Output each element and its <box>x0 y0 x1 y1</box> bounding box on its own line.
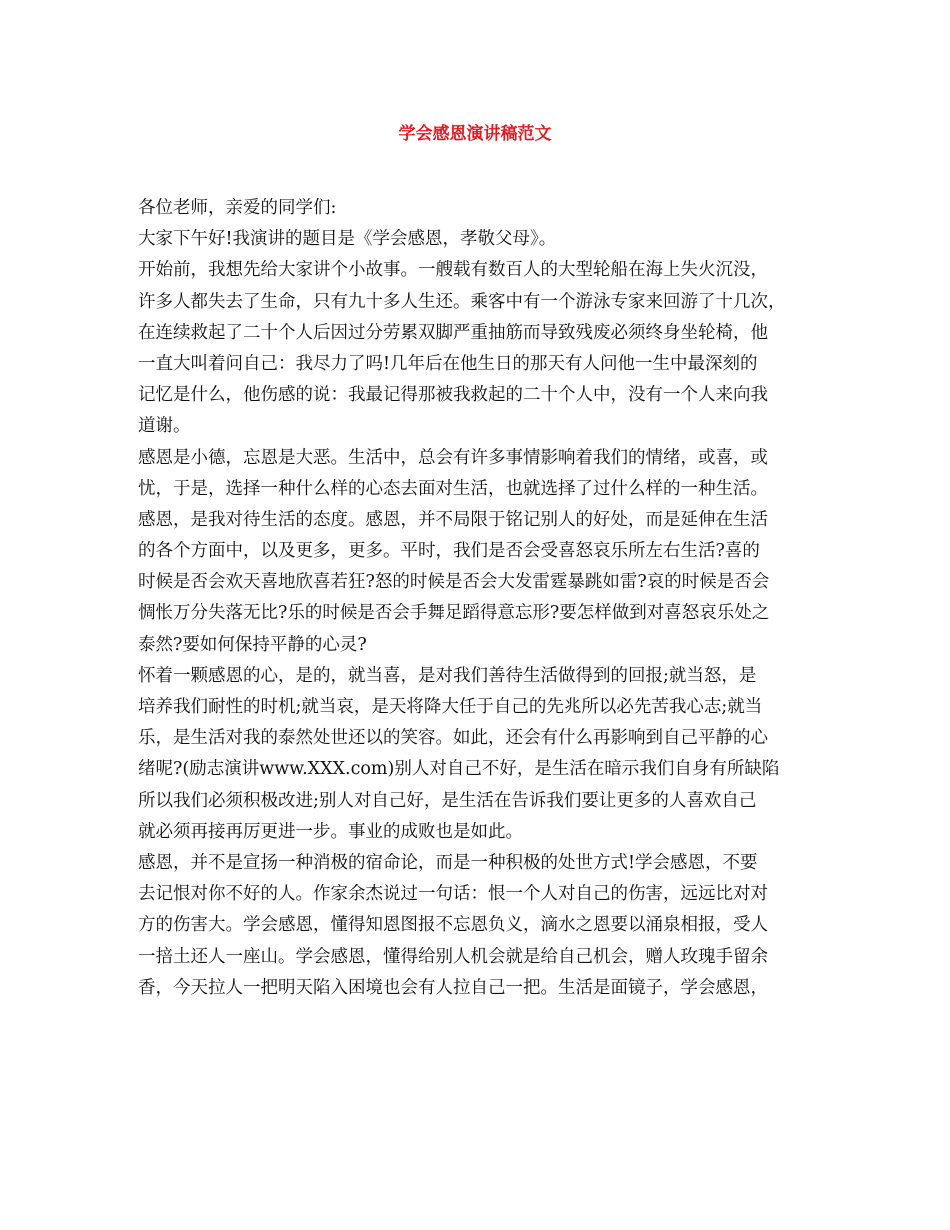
body-text-line: 的各个方面中，以及更多，更多。平时，我们是否会受喜怒哀乐所左右生活?喜的 <box>138 541 760 562</box>
body-text-line: 方的伤害大。学会感恩，懂得知恩图报不忘恩负义，滴水之恩要以涌泉相报，受人 <box>138 915 768 936</box>
body-text-line: 感恩是小德，忘恩是大恶。生活中，总会有许多事情影响着我们的情绪，或喜，或 <box>138 447 768 468</box>
body-text-line: 香，今天拉人一把明天陷入困境也会有人拉自己一把。生活是面镜子，学会感恩， <box>138 977 768 998</box>
body-text-line: 在连续救起了二十个人后因过分劳累双脚严重抽筋而导致残废必须终身坐轮椅，他 <box>138 322 768 343</box>
body-text-line: 所以我们必须积极改进;别人对自己好，是生活在告诉我们要让更多的人喜欢自己 <box>138 790 757 811</box>
body-text-line: 忧，于是，选择一种什么样的心态去面对生活，也就选择了过什么样的一种生活。 <box>138 478 768 499</box>
body-text-line: 绪呢?(励志演讲www.XXX.com)别人对自己不好，是生活在暗示我们自身有所缺陷 <box>138 759 780 780</box>
body-text-line: 泰然?要如何保持平静的心灵? <box>138 634 367 655</box>
body-text-line: 乐，是生活对我的泰然处世还以的笑容。如此，还会有什么再影响到自己平静的心 <box>138 728 768 749</box>
body-text-line: 惆怅万分失落无比?乐的时候是否会手舞足蹈得意忘形?要怎样做到对喜怒哀乐处之 <box>138 603 770 624</box>
body-text-line: 感恩，并不是宣扬一种消极的宿命论，而是一种积极的处世方式!学会感恩，不要 <box>138 852 758 873</box>
body-text-line: 一直大叫着问自己：我尽力了吗!几年后在他生日的那天有人问他一生中最深刻的 <box>138 353 758 374</box>
body-text-line: 时候是否会欢天喜地欣喜若狂?怒的时候是否会大发雷霆暴跳如雷?哀的时候是否会 <box>138 572 770 593</box>
body-text-line: 怀着一颗感恩的心，是的，就当喜，是对我们善待生活做得到的回报;就当怒，是 <box>138 665 757 686</box>
body-text-line: 大家下午好!我演讲的题目是《学会感恩，孝敬父母》。 <box>138 229 557 250</box>
document-body <box>138 193 818 1004</box>
body-text-line: 培养我们耐性的时机;就当哀，是天将降大任于自己的先兆所以必先苦我心志;就当 <box>138 697 763 717</box>
body-text-line: 感恩，是我对待生活的态度。感恩，并不局限于铭记别人的好处，而是延伸在生活 <box>138 509 768 530</box>
body-text-line: 去记恨对你不好的人。作家余杰说过一句话：恨一个人对自己的伤害，远远比对对 <box>138 884 768 905</box>
body-text-line: 就必须再接再厉更进一步。事业的成败也是如此。 <box>138 821 523 842</box>
body-text-line: 许多人都失去了生命，只有九十多人生还。乘客中有一个游泳专家来回游了十几次， <box>138 291 786 312</box>
body-text-line: 记忆是什么，他伤感的说：我最记得那被我救起的二十个人中，没有一个人来向我 <box>138 385 768 406</box>
body-text-line: 道谢。 <box>138 416 191 437</box>
body-text-line: 各位老师，亲爱的同学们: <box>138 198 337 218</box>
body-text-line: 开始前，我想先给大家讲个小故事。一艘载有数百人的大型轮船在海上失火沉没， <box>138 260 768 281</box>
document-title: 学会感恩演讲稿范文 <box>398 124 552 144</box>
body-text-line: 一掊土还人一座山。学会感恩，懂得给别人机会就是给自己机会，赠人玫瑰手留余 <box>138 946 768 967</box>
